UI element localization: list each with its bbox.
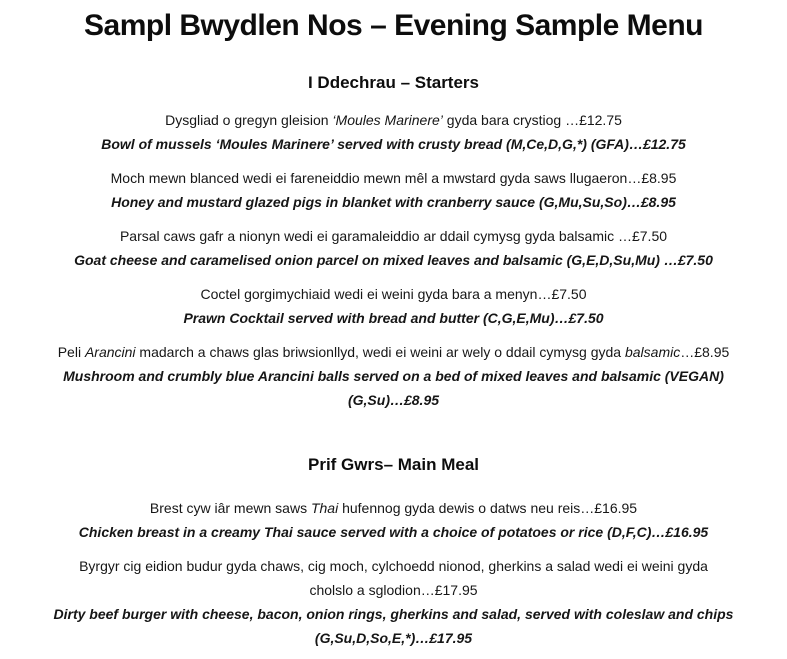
menu-item-dirty-burger (20, 554, 767, 650)
text-run: madarch a chaws glas briwsionllyd, wedi ei weini ar wely o ddail cymysg gyda (135, 344, 625, 360)
text-run: …£8.95 (680, 344, 730, 360)
text-run-italic: balsamic (624, 344, 681, 360)
menu-item-thai-chicken (20, 496, 767, 544)
text-run-italic: Arancini (84, 344, 136, 360)
menu-title: Sampl Bwydlen Nos – Evening Sample Menu (84, 9, 703, 42)
menu-item-pigs-in-blanket (20, 166, 767, 214)
text-run: Dysgliad o gregyn gleision (165, 112, 333, 128)
item-english-line: Prawn Cocktail served with bread and butter (C,G,E,Mu)…£7.50 (183, 310, 604, 326)
text-run: Coctel gorgimychiaid wedi ei weini gyda bara a menyn…£7.50 (200, 286, 587, 302)
item-english-line: Dirty beef burger with cheese, bacon, onion rings, gherkins and salad, served with coleslaw and chips (53, 606, 734, 622)
item-english-line: Mushroom and crumbly blue Arancini balls served on a bed of mixed leaves and balsamic (VEGAN) (63, 368, 724, 384)
section-starters (0, 72, 787, 412)
text-run: Parsal caws gafr a nionyn wedi ei garamaleiddio ar ddail cymysg gyda balsamic …£7.50 (119, 228, 668, 244)
text-run: Peli (57, 344, 85, 360)
menu-item-goat-cheese-parcel (20, 224, 767, 272)
item-english-line: Goat cheese and caramelised onion parcel on mixed leaves and balsamic (G,E,D,Su,Mu) …£7.50 (74, 252, 713, 268)
item-welsh-line (20, 496, 767, 520)
menu-item-prawn-cocktail (20, 282, 767, 330)
item-english-line: Chicken breast in a creamy Thai sauce served with a choice of potatoes or rice (D,F,C)…£16.95 (78, 524, 709, 540)
text-run: Brest cyw iâr mewn saws (149, 500, 311, 516)
starters-heading: I Ddechrau – Starters (307, 73, 479, 92)
text-run-italic: ‘Moules Marinere’ (332, 112, 443, 128)
main-meal-heading: Prif Gwrs– Main Meal (308, 455, 479, 474)
item-english-line: (G,Su)…£8.95 (347, 392, 440, 408)
text-run: hufennog gyda dewis o datws neu reis…£16.95 (338, 500, 638, 516)
item-welsh-line (20, 166, 767, 190)
item-welsh-line (20, 224, 767, 248)
item-welsh-line (20, 340, 767, 364)
text-run: Moch mewn blanced wedi ei fareneiddio mewn mêl a mwstard gyda saws llugaeron…£8.95 (110, 170, 677, 186)
item-english-line: (G,Su,D,So,E,*)…£17.95 (314, 630, 473, 646)
item-welsh-line (20, 554, 767, 578)
item-english-line: Honey and mustard glazed pigs in blanket with cranberry sauce (G,Mu,Su,So)…£8.95 (111, 194, 676, 210)
item-welsh-line (20, 578, 767, 602)
text-run: Byrgyr cig eidion budur gyda chaws, cig moch, cylchoedd nionod, gherkins a salad wedi ei weini gyda (79, 558, 708, 574)
menu-item-moules (20, 108, 767, 156)
text-run-italic: Thai (310, 500, 339, 516)
item-welsh-line (20, 282, 767, 306)
text-run: cholslo a sglodion…£17.95 (309, 582, 478, 598)
text-run: gyda bara crystiog …£12.75 (442, 112, 622, 128)
menu-item-arancini (20, 340, 767, 412)
item-english-line: Bowl of mussels ‘Moules Marinere’ served with crusty bread (M,Ce,D,G,*) (GFA)…£12.75 (101, 136, 686, 152)
section-main-meal (0, 454, 787, 650)
item-welsh-line (20, 108, 767, 132)
